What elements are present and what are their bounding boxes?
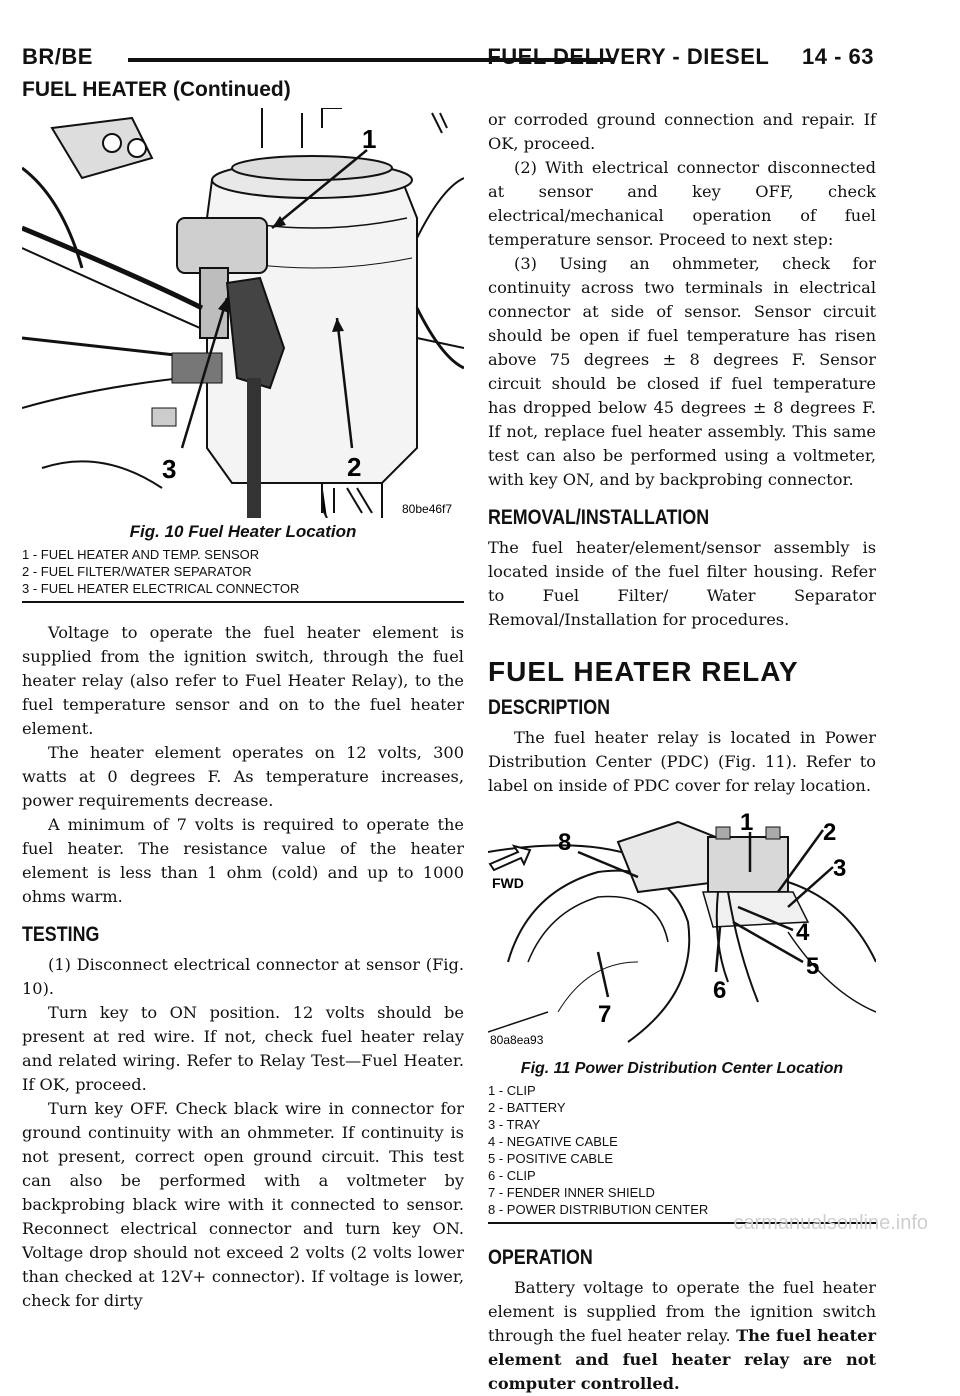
fig11-callout-4: 4	[796, 919, 810, 946]
paragraph: The heater element operates on 12 volts, 300 watts at 0 degrees F. As temperature increases, power requirements decrease.	[22, 743, 464, 810]
fig11-callout-1: 1	[740, 812, 754, 836]
paragraph: Voltage to operate the fuel heater element is supplied from the ignition switch, through the fuel heater relay (also refer to Fuel Heater Relay), to the fuel temperature sensor and on to the fuel heater element.	[22, 623, 464, 738]
fig10-callout-3: 3	[162, 454, 177, 484]
paragraph: (3) Using an ohmmeter, check for continuity across two terminals in electrical connector at side of sensor. Sensor circuit should be open if fuel temperature has risen above 75 degrees ± 8 degrees F. Sensor circuit should be closed if fuel temperature has dropped below 45 degrees ± 8 degrees F. If not, replace fuel heater assembly. This same test can also be performed using a voltmeter, with key ON, and by backprobing connector.	[488, 254, 876, 489]
fig10-legend	[22, 546, 464, 597]
paragraph: Turn key to ON position. 12 volts should be present at red wire. If not, check fuel heater relay and related wiring. Refer to Relay Test—Fuel Heater. If OK, proceed.	[22, 1003, 464, 1094]
paragraph: or corroded ground connection and repair. If OK, proceed.	[488, 110, 876, 153]
paragraph: Turn key OFF. Check black wire in connector for ground continuity with an ohmmeter. If continuity is not present, correct open ground circuit. This test can also be performed with a voltmeter by backprobing black wire with it connected to sensor. Reconnect electrical connector and turn key ON. Voltage drop should not exceed 2 volts (2 volts lower than checked at 12V+ connector). If voltage is lower, check for dirty	[22, 1099, 464, 1310]
fig11-callout-6: 6	[713, 977, 727, 1004]
description-heading: DESCRIPTION	[488, 696, 610, 719]
fig10-legend-item: 2 - FUEL FILTER/WATER SEPARATOR	[22, 564, 252, 579]
pdc-illustration	[488, 812, 876, 1052]
left-column	[22, 108, 464, 1313]
fig11-legend-item: 2 - BATTERY	[488, 1100, 566, 1115]
fig10-legend-item: 3 - FUEL HEATER ELECTRICAL CONNECTOR	[22, 581, 300, 596]
header-section: FUEL DELIVERY - DIESEL 14 - 63	[487, 44, 874, 69]
fig11-code: 80a8ea93	[490, 1033, 544, 1047]
fig11-callout-7: 7	[598, 1001, 612, 1028]
fig11-callout-2: 2	[823, 819, 837, 846]
fig11-legend-item: 3 - TRAY	[488, 1117, 541, 1132]
fig11-legend-item: 6 - CLIP	[488, 1168, 536, 1183]
operation-warning: The fuel heater element and fuel heater relay are not computer controlled.	[488, 1326, 876, 1393]
section-continued-title: FUEL HEATER (Continued)	[22, 78, 291, 101]
fig10-code: 80be46f7	[402, 502, 453, 516]
fig10-legend-item: 1 - FUEL HEATER AND TEMP. SENSOR	[22, 547, 260, 562]
relay-heading: FUEL HEATER RELAY	[488, 656, 799, 687]
operation-paragraph	[488, 1276, 876, 1396]
paragraph: The fuel heater/element/sensor assembly is located inside of the fuel filter housing. Refer to Fuel Filter/ Water Separator Removal/Installation for procedures.	[488, 538, 876, 629]
fig10-rule	[22, 601, 464, 603]
operation-heading: OPERATION	[488, 1246, 593, 1269]
watermark-link[interactable]: carmanualsonline.info	[733, 1212, 928, 1234]
paragraph: A minimum of 7 volts is required to operate the fuel heater. The resistance value of the heater element is less than 1 ohm (cold) and up to 1000 ohms warm.	[22, 815, 464, 906]
figure-10	[22, 108, 464, 603]
fig11-legend-item: 1 - CLIP	[488, 1083, 536, 1098]
paragraph: The fuel heater relay is located in Power Distribution Center (PDC) (Fig. 11). Refer to label on inside of PDC cover for relay location.	[488, 728, 876, 795]
fig11-callout-5: 5	[806, 953, 820, 980]
fig11-fwd-label: FWD	[492, 875, 524, 891]
right-column	[488, 108, 876, 1396]
fig11-legend-item: 4 - NEGATIVE CABLE	[488, 1134, 618, 1149]
fig10-title: Fig. 10 Fuel Heater Location	[129, 522, 357, 541]
fig11-title: Fig. 11 Power Distribution Center Location	[520, 1060, 844, 1077]
header-model: BR/BE	[22, 44, 93, 69]
removal-heading: REMOVAL/INSTALLATION	[488, 506, 710, 529]
fig11-legend-item: 8 - POWER DISTRIBUTION CENTER	[488, 1202, 709, 1217]
fig10-callout-2: 2	[347, 452, 362, 482]
figure-11	[488, 812, 876, 1224]
operation-text: Battery voltage to operate the fuel heater element is supplied from the ignition switch through the fuel heater relay.	[488, 1278, 876, 1345]
fig11-legend-item: 5 - POSITIVE CABLE	[488, 1151, 613, 1166]
testing-heading: TESTING	[22, 923, 100, 946]
fig11-legend	[488, 1082, 876, 1218]
fig11-legend-item: 7 - FENDER INNER SHIELD	[488, 1185, 655, 1200]
paragraph: (1) Disconnect electrical connector at sensor (Fig. 10).	[22, 955, 464, 998]
fig11-callout-8: 8	[558, 829, 572, 856]
fig11-callout-3: 3	[833, 855, 847, 882]
fuel-heater-illustration	[22, 108, 464, 518]
paragraph: (2) With electrical connector disconnected at sensor and key OFF, check electrical/mechanical operation of fuel temperature sensor. Proceed to next step:	[488, 158, 876, 249]
fig10-callout-1: 1	[362, 124, 377, 154]
